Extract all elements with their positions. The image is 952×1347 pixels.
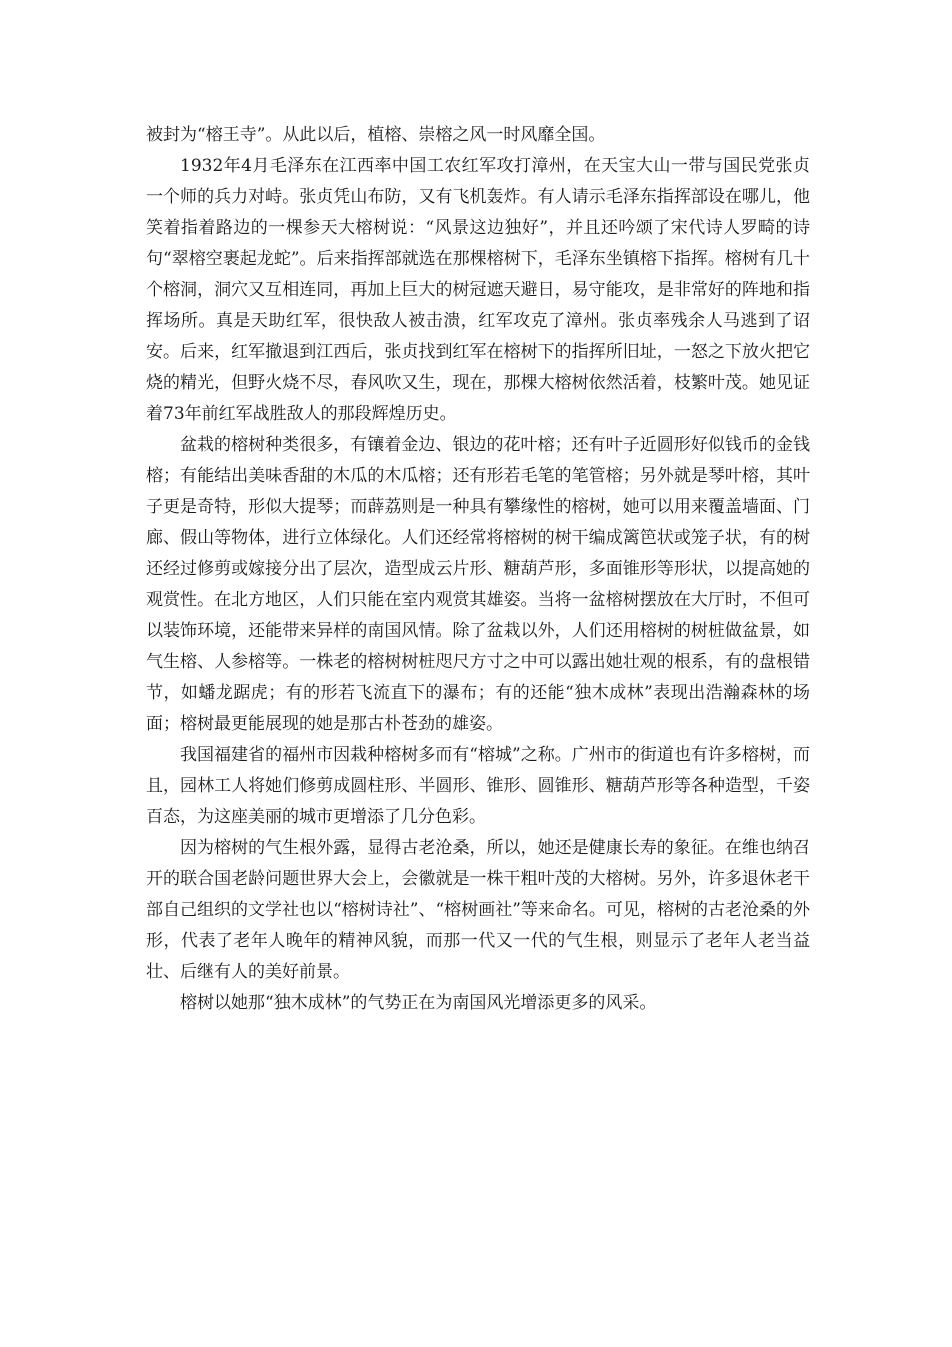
- paragraph-closing: 榕树以她那“独木成林”的气势正在为南国风光增添更多的风采。: [180, 993, 657, 1013]
- paragraph-longevity-symbol: 因为榕树的气生根外露，显得古老沧桑，所以，她还是健康长寿的象征。在维也纳召开的联合国老龄问题世界大会上，会徽就是一株干粗叶茂的大榕树。另外，许多退休老干部自己组织的文学社也以“榕树诗社”、“榕树画社”等来命名。可见，榕树的古老沧桑的外形，代表了老年人晚年的精神风貌，而那一代又一代的气生根，则显示了老年人老当益壮、后继有人的美好前景。: [146, 838, 810, 982]
- paragraph-bonsai-banyan: 盆栽的榕树种类很多，有镶着金边、银边的花叶榕；还有叶子近圆形好似钱币的金钱榕；有能结出美味香甜的木瓜的木瓜榕；还有形若毛笔的笔管榕；另外就是琴叶榕，其叶子更是奇特，形似大提琴；而薜荔则是一种具有攀缘性的榕树，她可以用来覆盖墙面、门廊、假山等物体，进行立体绿化。人们还经常将榕树的树干编成篱笆状或笼子状，有的树还经过修剪或嫁接分出了层次，造型成云片形、糖葫芦形，多面锥形等形状，以提高她的观赏性。在北方地区，人们只能在室内观赏其雄姿。当将一盆榕树摆放在大厅时，不但可以装饰环境，还能带来异样的南国风情。除了盆栽以外，人们还用榕树的树桩做盆景，如气生榕、人参榕等。一株老的榕树树桩咫尺方寸之中可以露出她壮观的根系，有的盘根错节，如蟠龙踞虎；有的形若飞流直下的瀑布；有的还能“独木成林”表现出浩瀚森林的场面；榕树最更能展现的她是那古朴苍劲的雄姿。: [146, 435, 810, 734]
- paragraph-banyan-cities: 我国福建省的福州市因栽种榕树多而有“榕城”之称。广州市的街道也有许多榕树，而且，园林工人将她们修剪成圆柱形、半圆形、锥形、圆锥形、糖葫芦形等各种造型，千姿百态，为这座美丽的城市更增添了几分色彩。: [146, 745, 810, 827]
- paragraph-continuation: 被封为“榕王寺”。从此以后，植榕、崇榕之风一时风靡全国。: [146, 125, 606, 145]
- paragraph-1932-battle: 1932年4月毛泽东在江西率中国工农红军攻打漳州，在天宝大山一带与国民党张贞一个师的兵力对峙。张贞凭山布防，又有飞机轰炸。有人请示毛泽东指挥部设在哪儿，他笑着指着路边的一棵参天大榕树说：“风景这边独好”，并且还吟颂了宋代诗人罗畸的诗句“翠榕空裹起龙蛇”。后来指挥部就选在那棵榕树下，毛泽东坐镇榕下指挥。榕树有几十个榕洞，洞穴又互相连同，再加上巨大的树冠遮天避日，易守能攻，是非常好的阵地和指挥场所。真是天助红军，很快敌人被击溃，红军攻克了漳州。张贞率残余人马逃到了诏安。后来，红军撤退到江西后，张贞找到红军在榕树下的指挥所旧址，一怒之下放火把它烧的精光，但野火烧不尽，春风吹又生，现在，那棵大榕树依然活着，枝繁叶茂。她见证着73年前红军战胜敌人的那段辉煌历史。: [146, 156, 810, 424]
- document-page: [146, 120, 810, 1019]
